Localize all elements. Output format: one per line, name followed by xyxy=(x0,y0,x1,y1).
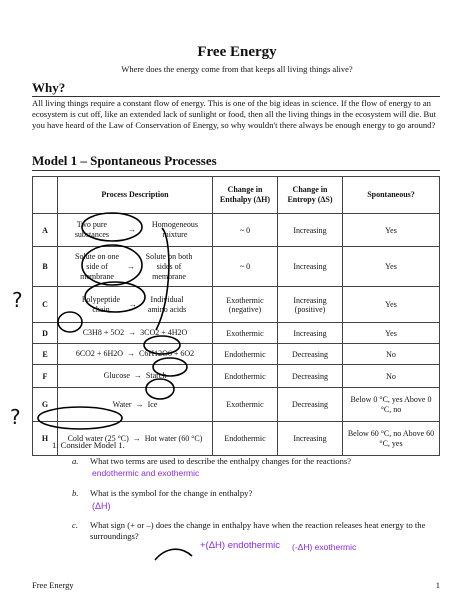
arrow-icon: → xyxy=(129,299,137,309)
enthalpy-cell: Endothermic xyxy=(213,344,278,365)
arrow-icon: → xyxy=(135,399,144,409)
question-c: What sign (+ or –) does the change in enthalpy have when the reaction releases heat energy to the surroundings? xyxy=(90,520,426,541)
pen-circle-b xyxy=(82,245,142,285)
answer-b[interactable]: (ΔH) xyxy=(92,501,111,511)
question-a: What two terms are used to describe the enthalpy changes for the reactions? xyxy=(90,456,352,466)
arrow-icon: → xyxy=(127,225,136,234)
question-a-label: a. xyxy=(72,456,79,466)
entropy-cell: Increasing xyxy=(278,323,343,344)
footer-title: Free Energy xyxy=(32,580,74,590)
process-left: Two pure substances xyxy=(74,220,110,239)
arrow-icon: → xyxy=(128,328,137,337)
question-mark-annotation: ? xyxy=(10,405,21,429)
question-b-label: b. xyxy=(72,488,79,498)
process-right: Homogeneous mixture xyxy=(151,220,199,239)
question-b: What is the symbol for the change in enthalpy? xyxy=(90,488,253,498)
answer-c-2[interactable]: (-ΔH) exothermic xyxy=(292,542,357,552)
process-right: Individual amino acids xyxy=(147,294,187,314)
row-label: A xyxy=(33,214,58,247)
enthalpy-cell: ~ 0 xyxy=(213,247,278,287)
row-label: B xyxy=(33,247,58,287)
answer-c-1[interactable]: +(ΔH) endothermic xyxy=(200,540,280,551)
process-right: Ice xyxy=(147,399,158,409)
question-c-label: c. xyxy=(72,520,78,530)
spontaneous-cell: Below 0 °C, yes Above 0 °C, no xyxy=(343,388,440,422)
page-subtitle: Where does the energy come from that keeps all living things alive? xyxy=(121,64,353,74)
arrow-icon: → xyxy=(127,349,135,358)
process-right: Solute on both sides of membrane xyxy=(145,251,193,281)
spontaneous-cell: No xyxy=(343,365,440,388)
process-right: Hot water (60 °C) xyxy=(144,433,203,443)
spontaneous-cell: Yes xyxy=(343,214,440,247)
entropy-cell: Decreasing xyxy=(278,365,343,388)
page-title: Free Energy xyxy=(197,44,277,60)
process-left: 6CO2 + 6H2O xyxy=(75,349,123,358)
row-label: E xyxy=(33,344,58,365)
pen-circle-g xyxy=(146,379,174,399)
enthalpy-cell: ~ 0 xyxy=(213,214,278,247)
enthalpy-cell: Endothermic xyxy=(213,365,278,388)
arrow-icon: → xyxy=(127,261,135,271)
process-right: Starch xyxy=(145,371,167,380)
page-number: 1 xyxy=(435,580,440,590)
entropy-cell: Increasing xyxy=(278,247,343,287)
row-label: D xyxy=(33,323,58,344)
pen-circle-d xyxy=(58,312,82,332)
entropy-cell: Decreasing xyxy=(278,344,343,365)
process-left: Glucose xyxy=(103,371,130,380)
enthalpy-cell: Endothermic xyxy=(213,422,278,456)
header-process: Process Description xyxy=(58,177,213,214)
row-label: G xyxy=(33,388,58,422)
question-1: 1. Consider Model 1. xyxy=(52,440,125,450)
spontaneous-cell: Yes xyxy=(343,323,440,344)
entropy-cell: Increasing xyxy=(278,422,343,456)
pen-stroke xyxy=(155,549,192,560)
header-entropy: Change in Entropy (ΔS) xyxy=(278,177,343,214)
entropy-cell: Increasing (positive) xyxy=(278,287,343,323)
spontaneous-cell: Below 60 °C, no Above 60 °C, yes xyxy=(343,422,440,456)
row-label: F xyxy=(33,365,58,388)
process-left: C3H8 + 5O2 xyxy=(82,328,125,337)
spontaneous-cell: No xyxy=(343,344,440,365)
pen-circle-a xyxy=(82,213,142,241)
enthalpy-cell: Exothermic (negative) xyxy=(213,287,278,323)
row-label: H xyxy=(33,422,58,456)
enthalpy-cell: Exothermic xyxy=(213,388,278,422)
question-mark-annotation: ? xyxy=(12,288,23,312)
arrow-icon: → xyxy=(132,433,141,443)
pen-stroke xyxy=(156,228,169,330)
why-heading: Why? xyxy=(32,80,66,95)
why-paragraph: All living things require a constant flow of energy. This is one of the big ideas in science. If the flow of energy to an ecosystem is cut off, like an extended lack of sunlight or food, then all the living things in the ecosystem will die. But you have heard of the Law of Conservation of Energy, so why wouldn't there always be enough energy to go around? xyxy=(32,98,436,130)
spontaneous-cell: Yes xyxy=(343,247,440,287)
entropy-cell: Increasing xyxy=(278,214,343,247)
spontaneous-cell: Yes xyxy=(343,287,440,323)
pen-circle-e xyxy=(144,336,180,354)
header-enthalpy: Change in Enthalpy (ΔH) xyxy=(213,177,278,214)
process-left: Polypeptide chain xyxy=(81,294,121,314)
process-left: Water xyxy=(112,399,132,409)
process-left: Cold water (25 °C) xyxy=(67,433,129,443)
pen-circle-h xyxy=(38,407,122,429)
model-heading: Model 1 – Spontaneous Processes xyxy=(32,153,217,168)
pen-circle-f xyxy=(153,358,187,376)
header-spontaneous: Spontaneous? xyxy=(343,177,440,214)
pen-circle-c xyxy=(85,282,145,312)
process-right: C6H12O6 + 6O2 xyxy=(139,349,195,358)
entropy-cell: Decreasing xyxy=(278,388,343,422)
process-right: 3CO2 + 4H2O xyxy=(140,328,188,337)
answer-a[interactable]: endothermic and exothermic xyxy=(92,468,200,478)
arrow-icon: → xyxy=(133,371,142,380)
process-left: Solute on one side of membrane xyxy=(75,251,119,281)
row-label: C xyxy=(33,287,58,323)
enthalpy-cell: Exothermic xyxy=(213,323,278,344)
